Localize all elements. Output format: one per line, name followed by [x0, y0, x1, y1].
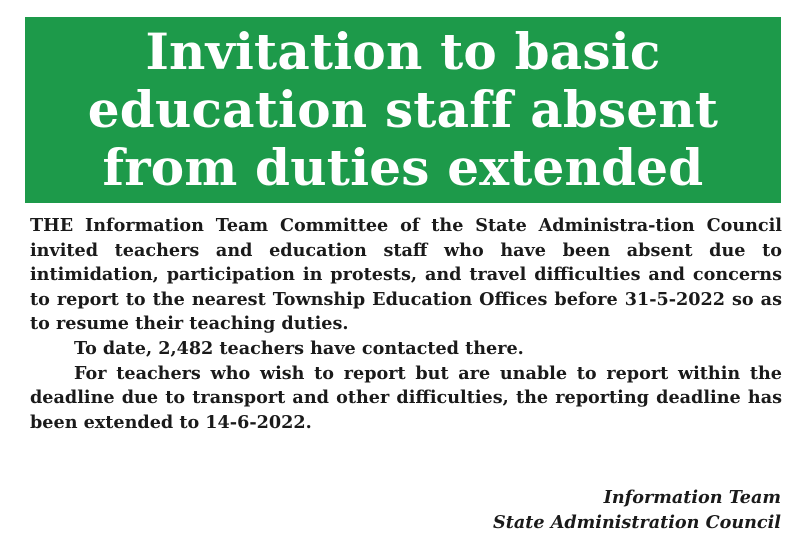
- article-body: [30, 214, 782, 435]
- signature-line-2: State Administration Council: [493, 511, 781, 533]
- headline-banner: [25, 17, 781, 203]
- article-paragraph-3: For teachers who wish to report but are unable to report within the deadline due to transport and other difficulties, the reporting deadline has been extended to 14-6-2022.: [30, 362, 782, 433]
- signature-block: [493, 486, 781, 535]
- signature-line-1: Information Team: [603, 487, 781, 508]
- article-paragraph-2: To date, 2,482 teachers have contacted there.: [74, 337, 524, 359]
- headline-line-3: from duties extended: [102, 138, 704, 197]
- headline: [88, 23, 718, 197]
- headline-line-1: Invitation to basic: [145, 22, 661, 81]
- article-paragraph-1: THE Information Team Committee of the State Administra-tion Council invited teachers and education staff who have been absent due to intimidation, participation in protests, and travel difficulties and concerns to report to the nearest Township Education Offices before 31-5-2022 so as to resume their teaching duties.: [30, 215, 782, 335]
- headline-line-2: education staff absent: [87, 80, 719, 139]
